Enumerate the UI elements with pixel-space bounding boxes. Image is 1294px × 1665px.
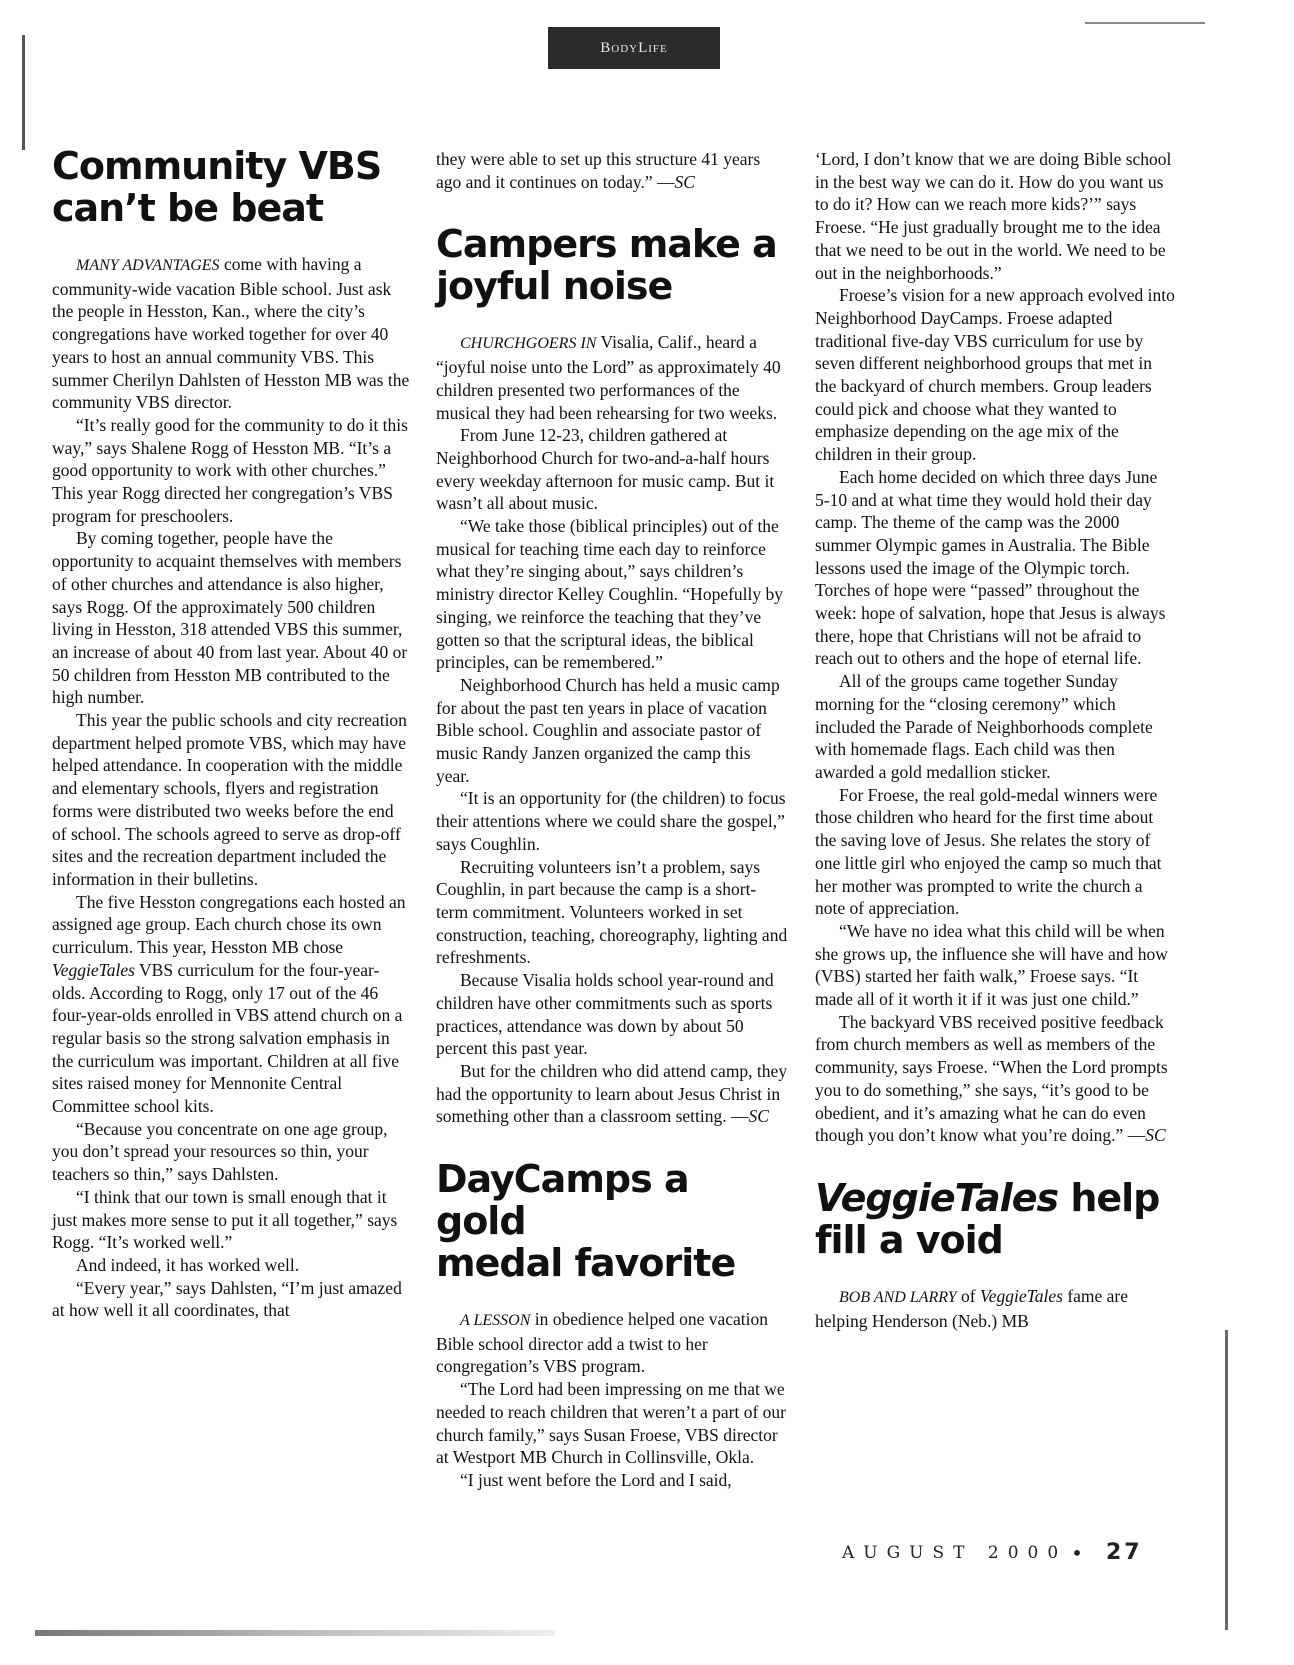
scan-edge-left — [22, 35, 25, 150]
paragraph: Because Visalia holds school year-round and children have other commitments such as sports practices, attendance was down by about 50 percent this past year. — [436, 970, 774, 1059]
issue-date: AUGUST 2000 — [842, 1542, 1068, 1563]
paragraph: “It is an opportunity for (the children) to focus their attentions where we could share the gospel,” says Coughlin. — [436, 788, 786, 854]
paragraph-text: Visalia, Calif., heard a “joyful noise unto the Lord” as approximately 40 children presented two performances of the musical they had been rehearsing for two weeks. — [436, 332, 781, 423]
article-title-campers — [436, 223, 788, 307]
paragraph: “Because you concentrate on one age group, you don’t spread your resources so thin, your teachers so thin,” says Dahlsten. — [52, 1118, 388, 1185]
paragraph — [815, 1285, 1175, 1332]
paragraph-text: of — [956, 1285, 980, 1306]
paragraph: Recruiting volunteers isn’t a problem, says Coughlin, in part because the camp is a short-term commitment. Volunteers worked in set construction, teaching, choreography, lighting and refreshments. — [436, 856, 788, 968]
paragraph-text: But for the children who did attend camp, they had the opportunity to learn about Jesus Christ in something other than a classroom setting. — — [436, 1060, 788, 1127]
title-italic: VeggieTales — [815, 1175, 1059, 1220]
section-tab: BodyLife — [548, 27, 720, 69]
author-signature: SC — [748, 1106, 769, 1127]
scan-edge-top — [1085, 22, 1205, 24]
paragraph: From June 12-23, children gathered at Neighborhood Church for two-and-a-half hours every weekday afternoon for music camp. But it wasn’t all about music. — [436, 425, 775, 514]
column-2 — [436, 148, 788, 1492]
author-signature: SC — [674, 171, 695, 192]
paragraph: Neighborhood Church has held a music camp for about the past ten years in place of vacation Bible school. Coughlin and associate pastor of music Randy Janzen organized the camp this year. — [436, 674, 780, 786]
paragraph: And indeed, it has worked well. — [76, 1254, 300, 1275]
title-line-1: DayCamps a gold — [436, 1157, 689, 1244]
paragraph: Froese’s vision for a new approach evolved into Neighborhood DayCamps. Froese adapted traditional five-day VBS curriculum for use by seven different neighborhood groups that met in the backyard of church members. Group leaders could pick and choose what they wanted to emphasize depending on the age mix of the children in their group. — [815, 285, 1175, 465]
title-line-2: joyful noise — [436, 264, 673, 309]
paragraph: ‘Lord, I don’t know that we are doing Bible school in the best way we can do it. How do you want us to do it? How can we reach more kids?’” says Froese. “He just gradually brought me to the idea that we need to be out in the world. We need to be out in the neighborhoods.” — [815, 149, 1172, 283]
paragraph — [52, 253, 412, 414]
article-title-community-vbs — [52, 145, 412, 229]
paragraph: Each home decided on which three days June 5-10 and at what time they would hold their day camp. The theme of the camp was the 2000 summer Olympic games in Australia. The Bible lessons used the image of the Olympic torch. Torches of hope were “passed” throughout the week: hope of salvation, hope that Jesus is always there, hope that Christians will not be afraid to reach out to others and the hope of eternal life. — [815, 466, 1166, 669]
paragraph: “The Lord had been impressing on me that we needed to reach children that weren’t a part of our church family,” says Susan Froese, VBS director at Westport MB Church in Collinsville, Okla. — [436, 1379, 786, 1468]
lead-in: A LESSON — [460, 1312, 531, 1330]
scan-edge-bottom — [35, 1630, 555, 1636]
paragraph: “I think that our town is small enough that it just makes more sense to put it all together,” says Rogg. “It’s worked well.” — [52, 1186, 398, 1253]
paragraph: “We have no idea what this child will be when she grows up, the influence she will have and how (VBS) started her faith walk,” Froese says. “It made all of it worth it if it was just one child.” — [815, 920, 1168, 1010]
paragraph — [436, 331, 788, 424]
title-line-1: help — [1058, 1175, 1160, 1220]
title-line-2: fill a void — [815, 1217, 1003, 1262]
article-title-veggietales — [815, 1177, 1175, 1261]
lead-in: MANY ADVANTAGES — [76, 257, 220, 274]
page-footer — [842, 1540, 1143, 1565]
paragraph-text: in obedience helped one vacation Bible school director add a twist to her congregation’s VBS program. — [436, 1309, 768, 1377]
title-line-1: Campers make a — [436, 222, 777, 267]
paragraph-text: The five Hesston congregations each hosted an assigned age group. Each church chose its own curriculum. This year, Hesston MB chose — [52, 891, 406, 958]
lead-in: CHURCHGOERS IN — [460, 335, 597, 353]
paragraph — [436, 148, 788, 193]
paragraph: For Froese, the real gold-medal winners were those children who heard for the first time about the saving love of Jesus. She relates the story of one little girl who enjoyed the camp so much that her mother was prompted to write the church a note of appreciation. — [815, 784, 1162, 919]
paragraph: By coming together, people have the opportunity to acquaint themselves with members of other churches and attendance is also higher, says Rogg. Of the approximately 500 children living in Hesston, 318 attended VBS this summer, an increase of about 40 from last year. About 40 or 50 children from Hesston MB contributed to the high number. — [52, 528, 408, 708]
article-title-daycamps — [436, 1158, 788, 1284]
paragraph — [436, 1308, 788, 1378]
column-3 — [815, 148, 1175, 1332]
paragraph-text: VBS curriculum for the four-year-olds. According to Rogg, only 17 out of the 46 four-year-olds enrolled in VBS attend church on a regular basis so the strong salvation emphasis in the curriculum was important. Children at all five sites raised money for Mennonite Central Committee school kits. — [52, 959, 403, 1117]
paragraph: “We take those (biblical principles) out of the musical for teaching time each day to reinforce what they’re singing about,” says children’s ministry director Kelley Coughlin. “Hopefully by singing, we reinforce the teaching that they’ve gotten so that the scriptural ideas, the biblical principles, can be remembered.” — [436, 516, 784, 673]
paragraph — [52, 891, 412, 1118]
page-number: 27 — [1105, 1540, 1143, 1565]
paragraph-text: they were able to set up this structure 41 years ago and it continues on today.” — — [436, 149, 761, 192]
paragraph: This year the public schools and city recreation department helped promote VBS, which may have helped attendance. In cooperation with the middle and elementary schools, flyers and registration forms were distributed two weeks before the end of school. The schools agreed to serve as drop-off sites and the recreation department included the information in their bulletins. — [52, 710, 407, 889]
paragraph-text: come with having a community-wide vacation Bible school. Just ask the people in Hesston, Kan., where the city’s congregations have worked together for over 40 years to host an annual community VBS. This summer Cherilyn Dahlsten of Hesston MB was the community VBS director. — [52, 254, 410, 413]
paragraph — [436, 1060, 788, 1128]
paragraph — [815, 1011, 1175, 1147]
column-1 — [52, 145, 412, 1322]
title-line-2: medal favorite — [436, 1241, 736, 1286]
author-signature: SC — [1145, 1125, 1166, 1146]
scan-edge-right — [1225, 1330, 1228, 1630]
paragraph: “Every year,” says Dahlsten, “I’m just amazed at how well it all coordinates, that — [52, 1277, 402, 1321]
italic-text: VeggieTales — [979, 1285, 1063, 1306]
lead-in: BOB AND LARRY — [839, 1288, 957, 1306]
paragraph: “I just went before the Lord and I said, — [460, 1469, 732, 1490]
title-line-1: Community VBS — [52, 144, 382, 188]
paragraph-text: fame are helping Henderson (Neb.) MB — [815, 1285, 1129, 1331]
paragraph: “It’s really good for the community to do it this way,” says Shalene Rogg of Hesston MB. “It’s a good opportunity to work with other churches.” This year Rogg directed her congregation’s VBS program for preschoolers. — [52, 414, 408, 526]
title-line-2: can’t be beat — [52, 186, 324, 230]
footer-separator: • — [1071, 1540, 1092, 1565]
paragraph: All of the groups came together Sunday morning for the “closing ceremony” which included the Parade of Neighborhoods complete with homemade flags. Each child was then awarded a gold medallion sticker. — [815, 671, 1153, 782]
italic-text: VeggieTales — [52, 959, 135, 980]
paragraph-text: The backyard VBS received positive feedback from church members as well as members of the community, says Froese. “When the Lord prompts you to do something,” she says, “it’s good to be obedient, and it’s amazing what he can do even though you don’t know what you’re doing.” — — [815, 1011, 1168, 1146]
